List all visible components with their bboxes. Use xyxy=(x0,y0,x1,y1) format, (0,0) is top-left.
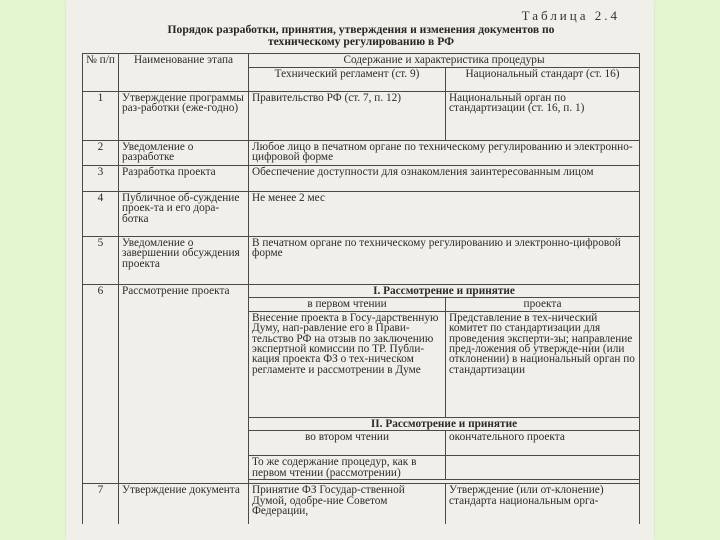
table-row xyxy=(83,484,640,524)
row-6-section-2: II. Рассмотрение и принятие xyxy=(249,417,640,430)
table-row xyxy=(83,92,640,141)
row-5-content: В печатном органе по техническому регулированию и электронно-цифровой форме xyxy=(249,237,640,285)
row-5-num: 5 xyxy=(83,237,119,285)
header-stage: Наименование этапа xyxy=(119,54,249,92)
title-line-2: техническому регулированию в РФ xyxy=(267,35,455,48)
row-4-stage: Публичное об-суждение проек-та и его дора-ботка xyxy=(119,192,249,237)
table-row xyxy=(83,237,640,285)
header-tech-reg: Технический регламент (ст. 9) xyxy=(249,68,446,92)
row-3-stage: Разработка проекта xyxy=(119,166,249,192)
header-num: № п/п xyxy=(83,54,119,92)
table-row xyxy=(83,141,640,166)
row-6-nat-std: Представление в тех-нический комитет по стандартизации для проведения эксперти-зы; направление пред-ложения об утвержде-нии (или отклонении) в национальный орган по стандартизации xyxy=(446,311,640,417)
row-6-num: 6 xyxy=(83,285,119,484)
row-3-content: Обеспечение доступности для ознакомления заинтересованным лицом xyxy=(249,166,640,192)
row-7-num: 7 xyxy=(83,484,119,524)
row-6-project: проекта xyxy=(446,298,640,311)
row-4-content: Не менее 2 мес xyxy=(249,192,640,237)
row-6-final: окончательного проекта xyxy=(446,431,640,456)
row-6-same-procedure: То же содержание процедур, как в первом чтении (рассмотрении) xyxy=(249,456,446,480)
row-1-nat-std: Национальный орган по стандартизации (ст. 16, п. 1) xyxy=(446,92,640,141)
row-6-second-reading: во втором чтении xyxy=(249,431,446,456)
row-6-tech-reg: Внесение проекта в Госу-дарственную Думу, нап-равление его в Прави-тельство РФ на отзыв по заключению экспертной комиссии по ТР. Публи-кация проекта ФЗ о тех-ническом регламенте и рассмотрении в Думе xyxy=(249,311,446,417)
row-1-stage: Утверждение программы раз-работки (еже-годно) xyxy=(119,92,249,141)
row-5-stage: Уведомление о завершении обсуждения проекта xyxy=(119,237,249,285)
table-row xyxy=(83,166,640,192)
row-1-num: 1 xyxy=(83,92,119,141)
row-2-content: Любое лицо в печатном органе по техническому регулированию и электронно-цифровой форме xyxy=(249,141,640,166)
row-1-tech-reg: Правительство РФ (ст. 7, п. 12) xyxy=(249,92,446,141)
header-nat-std: Национальный стандарт (ст. 16) xyxy=(446,68,640,92)
procedure-table xyxy=(82,53,640,524)
row-6-stage: Рассмотрение проекта xyxy=(119,285,249,484)
table-row xyxy=(83,192,640,237)
table-row xyxy=(83,285,640,298)
row-4-num: 4 xyxy=(83,192,119,237)
row-7-tech-reg: Принятие ФЗ Государ-ственной Думой, одобре-ние Советом Федерации, xyxy=(249,484,446,524)
title-line-1: Порядок разработки, принятия, утверждения и изменения документов по xyxy=(167,23,555,36)
row-2-num: 2 xyxy=(83,141,119,166)
table-header-row xyxy=(83,54,640,68)
row-6-empty xyxy=(446,456,640,480)
table-label: Таблица 2.4 xyxy=(521,8,620,23)
table-title xyxy=(78,24,644,48)
header-content: Содержание и характеристика процедуры xyxy=(249,54,640,68)
row-2-stage: Уведомление о разработке xyxy=(119,141,249,166)
document-page xyxy=(66,0,654,540)
row-7-nat-std: Утверждение (или от-клонение) стандарта национальным орга- xyxy=(446,484,640,524)
row-7-stage: Утверждение документа xyxy=(119,484,249,524)
row-3-num: 3 xyxy=(83,166,119,192)
row-6-first-reading: в первом чтении xyxy=(249,298,446,311)
row-6-section-1: I. Рассмотрение и принятие xyxy=(249,285,640,298)
